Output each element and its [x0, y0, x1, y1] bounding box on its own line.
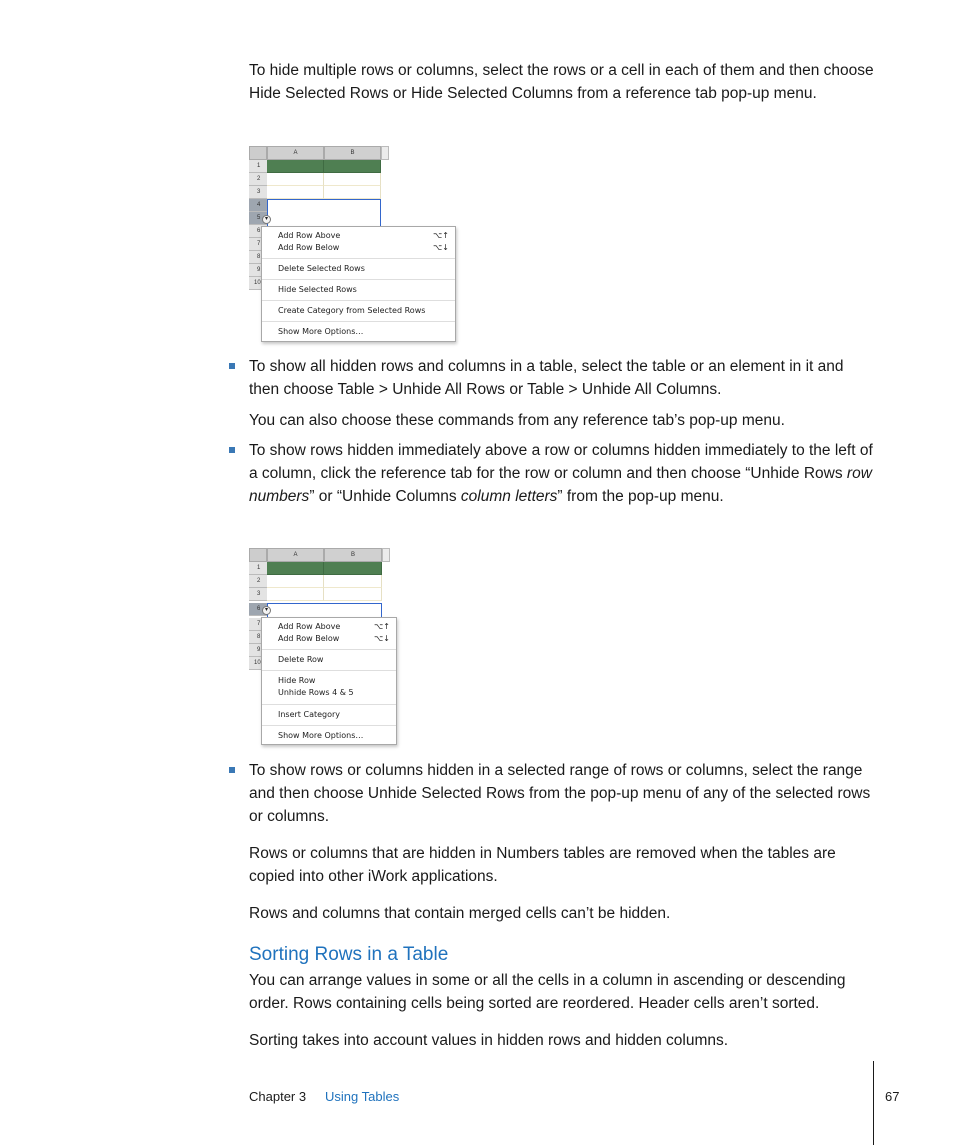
row-header-selected: 5	[249, 212, 267, 225]
menu-separator	[262, 258, 455, 259]
cell-selected	[267, 160, 324, 173]
table-cell	[324, 575, 382, 588]
menu-item-delete-row[interactable]: Delete Row	[278, 655, 324, 664]
reference-tab-popup-menu	[261, 226, 456, 342]
footer-divider	[873, 1061, 874, 1145]
paragraph-sorting-intro: You can arrange values in some or all the cells in a column in ascending or descending order. Rows containing cells being sorted are reordered. Header cells aren’t sorted.	[249, 972, 846, 1012]
row-header: 1	[249, 562, 267, 575]
row-header: 2	[249, 173, 267, 186]
reference-tab-popup-icon: ▾	[262, 606, 271, 615]
menu-item-insert-category[interactable]: Insert Category	[278, 710, 341, 719]
menu-item-add-row-below[interactable]: Add Row Below	[278, 243, 340, 252]
row-header: 3	[249, 186, 267, 199]
bullet-show-selected-range: To show rows or columns hidden in a selected range of rows or columns, select the range and then choose Unhide Selected Rows from the pop-up menu of any of the selected rows or columns.	[249, 762, 871, 825]
table-cell	[267, 173, 324, 186]
bullet-text: ” or “Unhide Columns	[309, 488, 461, 505]
table-cell	[324, 186, 381, 199]
menu-separator	[262, 321, 455, 322]
figure-hide-rows-menu	[249, 146, 459, 344]
bullet-text: ” from the pop-up menu.	[557, 488, 724, 505]
row-header: 3	[249, 588, 267, 601]
reference-tab-popup-icon: ▾	[262, 215, 271, 224]
paragraph-sorting-hidden: Sorting takes into account values in hidden rows and hidden columns.	[249, 1032, 729, 1049]
figure-unhide-rows-menu	[249, 548, 399, 746]
bullet-marker	[229, 363, 235, 369]
column-resize-handle	[381, 146, 389, 160]
selected-rows-outline	[267, 199, 381, 227]
menu-item-delete-selected-rows[interactable]: Delete Selected Rows	[278, 264, 365, 273]
menu-item-unhide-rows[interactable]: Unhide Rows 4 & 5	[278, 688, 354, 697]
row-header: 9	[249, 644, 267, 657]
menu-separator	[262, 279, 455, 280]
table-cell	[267, 588, 324, 601]
table-corner	[249, 146, 267, 160]
footer-chapter-label: Chapter 3	[249, 1089, 307, 1104]
row-header: 8	[249, 251, 267, 264]
row-header: 6	[249, 225, 267, 238]
bullet-italic-column-letters: column letters	[460, 488, 558, 505]
footer-chapter-title[interactable]: Using Tables	[325, 1089, 400, 1104]
menu-item-add-row-below[interactable]: Add Row Below	[278, 634, 340, 643]
table-cell	[324, 173, 381, 186]
table-cell	[324, 588, 382, 601]
column-header-a: A	[267, 548, 324, 562]
bullet-marker	[229, 447, 235, 453]
table-cell	[267, 186, 324, 199]
shortcut-add-row-above: ⌥↑	[374, 622, 390, 631]
shortcut-add-row-below: ⌥↓	[433, 243, 449, 252]
paragraph-merged-cells: Rows and columns that contain merged cells can’t be hidden.	[249, 905, 671, 922]
row-header-selected: 6	[249, 603, 267, 616]
table-corner	[249, 548, 267, 562]
menu-item-hide-selected-rows[interactable]: Hide Selected Rows	[278, 285, 357, 294]
menu-separator	[262, 300, 455, 301]
row-header: 9	[249, 264, 267, 277]
menu-item-show-more-options[interactable]: Show More Options…	[278, 327, 364, 336]
cell-selected	[324, 562, 382, 575]
row-header: 2	[249, 575, 267, 588]
bullet-show-all-note: You can also choose these commands from any reference tab’s pop-up menu.	[249, 412, 785, 429]
menu-separator	[262, 725, 396, 726]
table-cell	[267, 575, 324, 588]
menu-item-create-category[interactable]: Create Category from Selected Rows	[278, 306, 426, 315]
bullet-show-all-hidden: To show all hidden rows and columns in a table, select the table or an element in it and then choose Table > Unhide All Rows or Table > Unhide All Columns.	[249, 358, 844, 398]
row-header: 1	[249, 160, 267, 173]
row-header: 10	[249, 277, 267, 290]
column-header-b: B	[324, 548, 382, 562]
menu-separator	[262, 704, 396, 705]
bullet-text: To show rows hidden immediately above a row or columns hidden immediately to the left of a column, click the reference tab for the row or column and then choose “Unhide Rows	[249, 442, 873, 482]
bullet-italic-row-numbers: row numbers	[249, 465, 872, 505]
reference-tab-popup-menu	[261, 617, 397, 745]
menu-separator	[262, 670, 396, 671]
page-number: 67	[885, 1089, 900, 1104]
paragraph-hidden-removed-on-copy: Rows or columns that are hidden in Numbers tables are removed when the tables are copied into other iWork applications.	[249, 845, 836, 885]
menu-item-add-row-above[interactable]: Add Row Above	[278, 231, 341, 240]
bullet-show-adjacent-hidden	[249, 439, 874, 508]
column-header-a: A	[267, 146, 324, 160]
row-header: 7	[249, 618, 267, 631]
selected-row-outline	[267, 603, 382, 618]
bullet-marker	[229, 767, 235, 773]
menu-item-show-more-options[interactable]: Show More Options…	[278, 731, 364, 740]
shortcut-add-row-above: ⌥↑	[433, 231, 449, 240]
cell-selected	[324, 160, 381, 173]
column-header-b: B	[324, 146, 381, 160]
row-header: 10	[249, 657, 267, 670]
column-resize-handle	[382, 548, 390, 562]
row-header: 7	[249, 238, 267, 251]
menu-item-hide-row[interactable]: Hide Row	[278, 676, 316, 685]
section-heading-sorting-rows: Sorting Rows in a Table	[249, 944, 449, 965]
shortcut-add-row-below: ⌥↓	[374, 634, 390, 643]
intro-paragraph: To hide multiple rows or columns, select the rows or a cell in each of them and then choose Hide Selected Rows or Hide Selected Columns from a reference tab pop-up menu.	[249, 62, 874, 102]
cell-selected	[267, 562, 324, 575]
row-header-selected: 4	[249, 199, 267, 212]
row-header: 8	[249, 631, 267, 644]
menu-separator	[262, 649, 396, 650]
menu-item-add-row-above[interactable]: Add Row Above	[278, 622, 341, 631]
